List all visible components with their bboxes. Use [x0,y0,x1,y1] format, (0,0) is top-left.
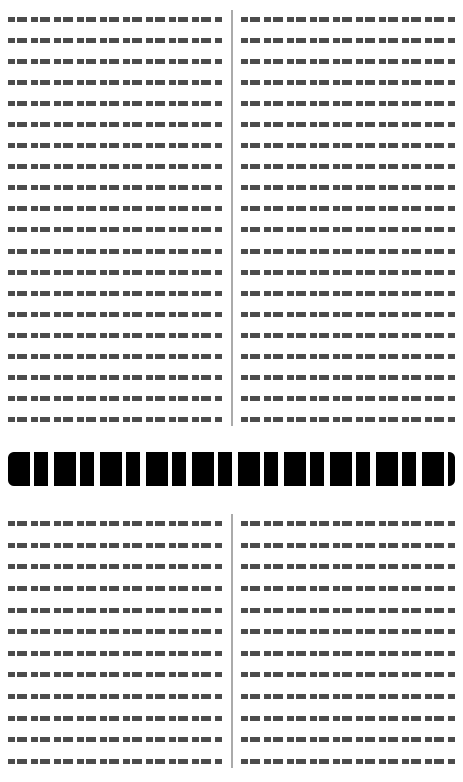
verse-line [8,728,222,748]
verse-line [241,92,455,112]
verse-line [8,176,222,196]
verse-line [241,50,455,70]
verse-line [241,197,455,217]
verse-line [8,512,222,532]
verse-line [8,113,222,133]
verse-line [241,261,455,281]
verse-line [241,71,455,91]
top-verse-block [8,8,455,428]
verse-line [8,29,222,49]
verse-line [8,663,222,683]
verse-line [241,113,455,133]
verse-line [8,50,222,70]
section-heading [8,452,455,486]
verse-line [241,555,455,575]
verse-line [241,387,455,407]
bottom-left-column [8,512,222,770]
verse-line [241,642,455,662]
verse-line [8,408,222,428]
top-left-column [8,8,222,428]
verse-line [241,240,455,260]
verse-line [8,324,222,344]
verse-line [8,555,222,575]
verse-line [8,620,222,640]
verse-line [8,134,222,154]
verse-line [241,282,455,302]
verse-line [8,534,222,554]
verse-line [8,366,222,386]
verse-line [8,642,222,662]
verse-line [241,176,455,196]
verse-line [8,685,222,705]
bottom-verse-block [8,512,455,770]
verse-line [241,218,455,238]
verse-line [241,303,455,323]
verse-line [241,408,455,428]
verse-line [8,240,222,260]
verse-line [241,512,455,532]
verse-line [8,71,222,91]
verse-line [8,155,222,175]
verse-line [8,577,222,597]
column-divider [231,10,232,426]
verse-line [8,218,222,238]
verse-line [241,534,455,554]
verse-line [241,685,455,705]
heading-band [8,434,455,504]
verse-line [241,728,455,748]
verse-line [241,324,455,344]
verse-line [8,707,222,727]
verse-line [8,282,222,302]
verse-line [241,134,455,154]
top-right-column [241,8,455,428]
verse-line [241,8,455,28]
verse-line [241,663,455,683]
verse-line [241,366,455,386]
verse-line [241,750,455,770]
verse-line [8,303,222,323]
verse-line [8,261,222,281]
verse-line [8,387,222,407]
verse-line [8,750,222,770]
verse-line [241,345,455,365]
column-divider [231,514,232,768]
bottom-right-column [241,512,455,770]
verse-line [241,29,455,49]
verse-line [8,197,222,217]
verse-line [241,155,455,175]
verse-line [8,92,222,112]
verse-line [241,620,455,640]
verse-line [8,8,222,28]
verse-line [241,599,455,619]
verse-line [241,707,455,727]
verse-line [241,577,455,597]
verse-line [8,345,222,365]
verse-line [8,599,222,619]
